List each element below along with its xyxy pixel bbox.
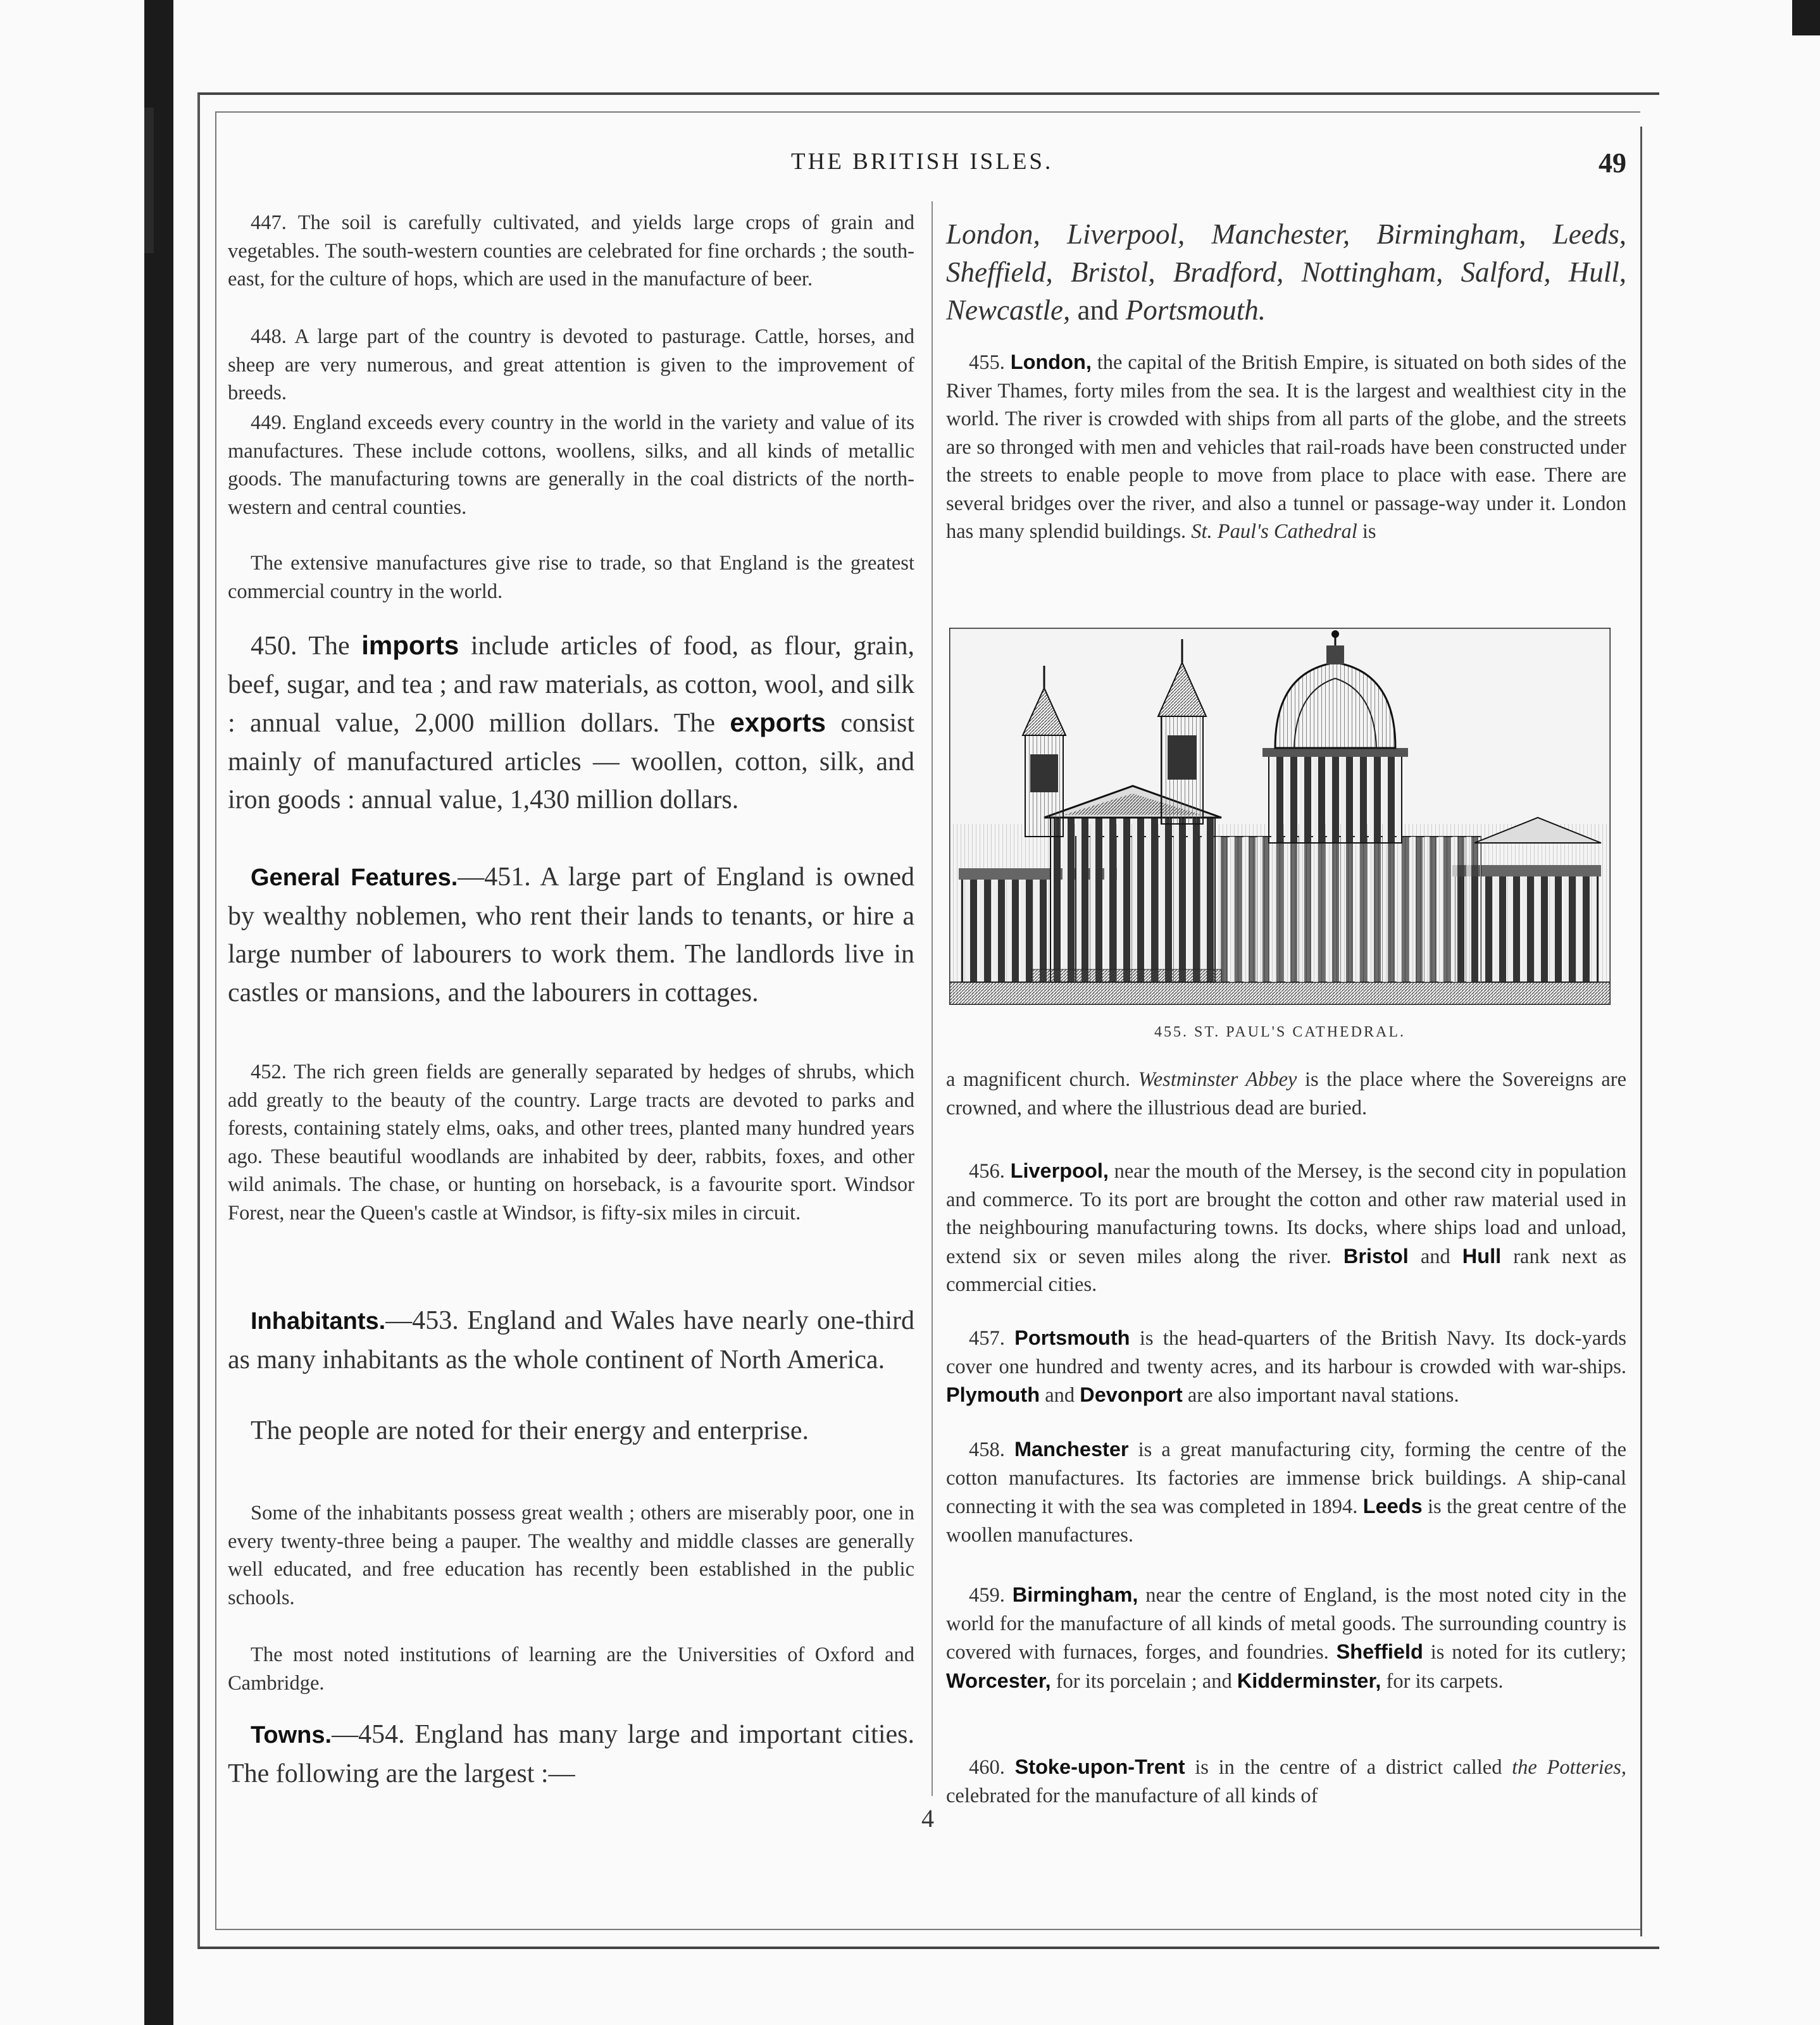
running-header: THE BRITISH ISLES. xyxy=(791,149,1054,175)
london-term: London, xyxy=(1010,351,1092,373)
para-447: 447. The soil is carefully cultivated, and yields large crops of grain and vegetables. The south-western counties are celebrated for fine orchards ; the south-east, for the culture of hops, which are used in the manufacture of beer. xyxy=(228,211,914,290)
para-453: Inhabitants.—453. England and Wales have nearly one-third as many inhabitants as the whole continent of North America. xyxy=(228,1306,914,1374)
illustration-caption: 455. ST. PAUL'S CATHEDRAL. xyxy=(1154,1024,1406,1040)
para-456: 456. Liverpool, near the mouth of the Mersey, is the second city in population and commerce. To its port are brought the cotton and other raw material used in the neighbouring manufacturing towns. Its docks, where ships load and unload, extend six or seven miles along the river. Bristol and Hull rank next as commercial cities. xyxy=(946,1159,1627,1296)
signature-mark: 4 xyxy=(921,1804,934,1833)
para-451: General Features.—451. A large part of England is owned by wealthy noblemen, who rent their lands to tenants, or hire a large number of labourers to work them. The landlords live in castles or mansions, and the labourers in cottages. xyxy=(228,863,914,1007)
page-number: 49 xyxy=(1599,147,1626,178)
para-449: 449. England exceeds every country in the world in the variety and value of its manufactures. These include cottons, woollens, silks, and all kinds of metallic goods. The manufacturing towns are generally in the coal districts of the north-western and central counties. xyxy=(228,411,914,519)
scan-corner xyxy=(1792,0,1820,35)
imports-term: imports xyxy=(361,630,459,660)
heading-inhabitants: Inhabitants. xyxy=(251,1308,386,1335)
para-453b: The people are noted for their energy and enterprise. xyxy=(251,1416,809,1445)
right-column-top xyxy=(946,215,1626,546)
left-column xyxy=(228,209,914,1793)
city-list: London, Liverpool, Manchester, Birmingham, Leeds, Sheffield, Bristol, Bradford, Nottingham, Salford, Hull, Newcastle, and Portsmouth. xyxy=(946,218,1626,326)
heading-towns: Towns. xyxy=(251,1722,332,1748)
column-divider xyxy=(932,201,933,1796)
exports-term: exports xyxy=(730,707,826,737)
para-458: 458. Manchester is a great manufacturing city, forming the centre of the cotton manufactures. Its factories are immense brick buildings. A ship-canal connecting it with the sea was completed in 1894. Leeds is the great centre of the woollen manufactures. xyxy=(946,1438,1627,1547)
right-column-bottom xyxy=(946,1066,1626,1810)
para-455: 455. London, the capital of the British Empire, is situated on both sides of the River Thames, forty miles from the sea. It is the largest and wealthiest city in the world. The river is crowded with ships from all parts of the globe, and the streets are so thronged with men and vehicles that rail-roads have been constructed under the streets to enable people to move from place to place with ease. There are several bridges over the river, and also a tunnel or passage-way under it. London has many splendid buildings. St. Paul's Cathedral is xyxy=(946,351,1627,543)
para-457: 457. Portsmouth is the head-quarters of the British Navy. Its dock-yards cover one hundred and twenty acres, and its harbour is crowded with war-ships. Plymouth and Devonport are also important naval stations. xyxy=(946,1326,1626,1407)
st-pauls-term: St. Paul's Cathedral xyxy=(1191,520,1357,543)
right-margin-rule xyxy=(1640,127,1642,1936)
para-450: 450. The imports include articles of food, as flour, grain, beef, sugar, and tea ; and raw materials, as cotton, wool, and silk : annual value, 2,000 million dollars. The exports consist mainly of manufactured articles — woollen, cotton, silk, and iron goods : annual value, 1,430 million dollars. xyxy=(228,630,914,814)
westminster-abbey-term: Westminster Abbey xyxy=(1138,1068,1297,1091)
para-454: Towns.—454. England has many large and important cities. The following are the largest :— xyxy=(228,1720,914,1788)
para-449b: The extensive manufactures give rise to trade, so that England is the greatest commercial country in the world. xyxy=(228,552,914,603)
para-453d: The most noted institutions of learning are the Universities of Oxford and Cambridge. xyxy=(228,1643,914,1695)
para-455b: a magnificent church. Westminster Abbey is the place where the Sovereigns are crowned, and where the illustrious dead are buried. xyxy=(946,1068,1627,1119)
para-452: 452. The rich green fields are generally separated by hedges of shrubs, which add greatly to the beauty of the country. Large tracts are devoted to parks and forests, containing stately elms, oaks, and other trees, planted many hundred years ago. These beautiful woodlands are inhabited by deer, rabbits, foxes, and other wild animals. The chase, or hunting on horseback, is a favourite sport. Windsor Forest, near the Queen's castle at Windsor, is fifty-six miles in circuit. xyxy=(228,1061,914,1224)
para-460: 460. Stoke-upon-Trent is in the centre of a district called the Potteries, celebrated for the manufacture of all kinds of xyxy=(946,1755,1626,1807)
heading-general-features: General Features. xyxy=(251,864,458,891)
para-453c: Some of the inhabitants possess great wealth ; others are miserably poor, one in every twenty-three being a pauper. The wealthy and middle classes are generally well educated, and free education has recently been established in the public schools. xyxy=(228,1502,914,1609)
book-spine xyxy=(144,0,173,2025)
para-459: 459. Birmingham, near the centre of England, is the most noted city in the world for the manufacture of all kinds of metal goods. The surrounding country is covered with furnaces, forges, and foundries. Sheffield is noted for its cutlery; Worcester, for its porcelain ; and Kidderminster, for its carpets. xyxy=(946,1583,1627,1693)
st-pauls-cathedral-engraving xyxy=(949,628,1611,1005)
para-448: 448. A large part of the country is devoted to pasturage. Cattle, horses, and sheep are very numerous, and great attention is given to the improvement of breeds. xyxy=(228,325,914,404)
